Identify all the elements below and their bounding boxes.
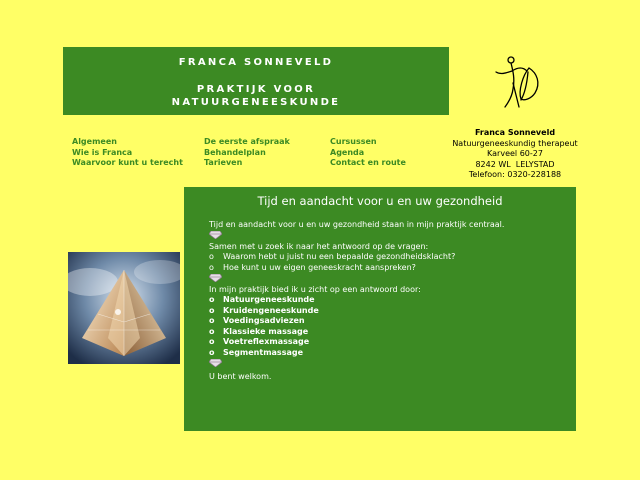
bullet-marker: o bbox=[209, 295, 215, 304]
offer-intro: In mijn praktijk bied ik u zicht op een antwoord door: bbox=[209, 285, 421, 294]
service-text: Kruidengeneeskunde bbox=[223, 306, 319, 315]
nav-link-wie-is-franca[interactable]: Wie is Franca bbox=[72, 147, 133, 157]
bullet-marker: o bbox=[209, 327, 215, 336]
nav-link-contact[interactable]: Contact en route bbox=[330, 158, 406, 167]
small-diamond-icon bbox=[209, 274, 222, 282]
bullet-marker: o bbox=[209, 337, 215, 346]
contact-address bbox=[440, 128, 590, 181]
service-item bbox=[209, 337, 309, 348]
nav-link-cursussen[interactable]: Cursussen bbox=[330, 137, 377, 146]
nav-column-2 bbox=[204, 137, 290, 169]
bullet-marker: o bbox=[209, 263, 214, 272]
service-text: Natuurgeneeskunde bbox=[223, 295, 315, 304]
question-text: Hoe kunt u uw eigen geneeskracht aanspreken? bbox=[223, 263, 416, 272]
bullet-marker: o bbox=[209, 348, 215, 357]
site-title: FRANCA SONNEVELD bbox=[178, 57, 334, 68]
question-intro: Samen met u zoek ik naar het antwoord op de vragen: bbox=[209, 242, 429, 251]
question-text: Waarom hebt u juist nu een bepaalde gezondheidsklacht? bbox=[223, 252, 456, 261]
service-item bbox=[209, 295, 315, 306]
nav-link-behandelplan[interactable]: Behandelplan bbox=[204, 147, 266, 157]
site-subtitle-line1: PRAKTIJK VOOR bbox=[196, 84, 316, 95]
site-subtitle-line2: NATUURGENEESKUNDE bbox=[171, 97, 341, 108]
nav-link-tarieven[interactable]: Tarieven bbox=[204, 158, 243, 167]
service-text: Voedingsadviezen bbox=[223, 316, 305, 325]
question-item bbox=[209, 252, 455, 263]
closing-text: U bent welkom. bbox=[209, 372, 272, 381]
service-item bbox=[209, 327, 308, 338]
main-content-panel bbox=[184, 187, 576, 431]
main-heading: Tijd en aandacht voor u en uw gezondheid bbox=[257, 194, 503, 208]
address-role: Natuurgeneeskundig therapeut bbox=[452, 138, 578, 148]
nav-link-algemeen[interactable]: Algemeen bbox=[72, 137, 117, 146]
nav-column-1 bbox=[72, 137, 183, 169]
bullet-marker: o bbox=[209, 316, 215, 325]
bullet-marker: o bbox=[209, 252, 214, 261]
crystal-pyramid-image bbox=[68, 252, 180, 364]
service-text: Klassieke massage bbox=[223, 327, 309, 336]
address-name: Franca Sonneveld bbox=[474, 128, 556, 137]
bullet-marker: o bbox=[209, 306, 215, 315]
dancing-figure-logo-icon bbox=[493, 53, 551, 110]
small-diamond-icon bbox=[209, 359, 222, 367]
nav-link-eerste-afspraak[interactable]: De eerste afspraak bbox=[204, 137, 290, 146]
small-diamond-icon bbox=[209, 231, 222, 239]
site-header bbox=[63, 47, 449, 115]
service-text: Segmentmassage bbox=[223, 348, 304, 357]
address-street: Karveel 60-27 bbox=[487, 149, 543, 158]
service-text: Voetreflexmassage bbox=[223, 337, 310, 346]
question-item bbox=[209, 263, 416, 274]
service-item bbox=[209, 306, 319, 317]
address-city: 8242 WL LELYSTAD bbox=[475, 159, 555, 169]
nav-column-3 bbox=[330, 137, 406, 169]
nav-link-waarvoor[interactable]: Waarvoor kunt u terecht bbox=[72, 158, 183, 167]
address-phone: Telefoon: 0320-228188 bbox=[468, 170, 562, 179]
service-item bbox=[209, 348, 303, 359]
service-item bbox=[209, 316, 305, 327]
nav-link-agenda[interactable]: Agenda bbox=[330, 147, 365, 157]
intro-text: Tijd en aandacht voor u en uw gezondheid staan in mijn praktijk centraal. bbox=[209, 220, 505, 229]
